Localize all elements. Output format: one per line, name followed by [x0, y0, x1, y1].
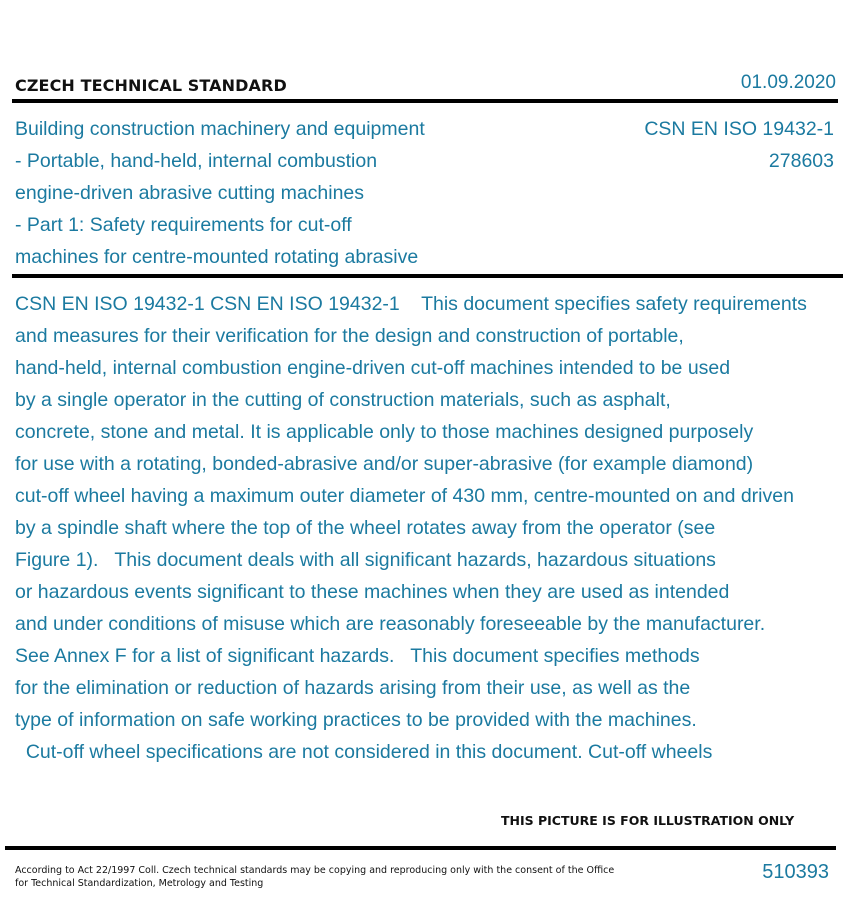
document-title-line: - Part 1: Safety requirements for cut-off: [15, 214, 352, 236]
abstract-line: type of information on safe working practices to be provided with the machines.: [15, 709, 697, 731]
header-rule: [12, 99, 838, 103]
abstract-line: Figure 1). This document deals with all significant hazards, hazardous situations: [15, 549, 716, 571]
abstract-line: for the elimination or reduction of hazards arising from their use, as well as the: [15, 677, 691, 699]
abstract-line: by a single operator in the cutting of construction materials, such as asphalt,: [15, 389, 671, 411]
footer-legal-line: According to Act 22/1997 Coll. Czech technical standards may be copying and reproducing only with the consent of the Office: [15, 865, 615, 876]
header-title: CZECH TECHNICAL STANDARD: [15, 76, 287, 95]
abstract-text: [15, 288, 865, 768]
abstract-line: and under conditions of misuse which are reasonably foreseeable by the manufacturer.: [15, 613, 766, 635]
abstract-line: for use with a rotating, bonded-abrasive and/or super-abrasive (for example diamond): [15, 453, 754, 475]
abstract-line: by a spindle shaft where the top of the wheel rotates away from the operator (see: [15, 517, 716, 539]
footer-rule: [5, 846, 836, 850]
header-date: 01.09.2020: [740, 72, 836, 93]
illustration-notice: THIS PICTURE IS FOR ILLUSTRATION ONLY: [501, 813, 795, 828]
classification-code: 278603: [768, 150, 834, 172]
abstract-line: hand-held, internal combustion engine-driven cut-off machines intended to be used: [15, 357, 731, 379]
document-title: [15, 113, 485, 273]
abstract-line: See Annex F for a list of significant hazards. This document specifies methods: [15, 645, 700, 667]
title-rule: [12, 274, 843, 278]
footer-legal-notice: [15, 864, 615, 890]
abstract-line: and measures for their verification for the design and construction of portable,: [15, 325, 684, 347]
document-title-line: machines for centre-mounted rotating abrasive: [15, 246, 419, 268]
abstract-line: cut-off wheel having a maximum outer diameter of 430 mm, centre-mounted on and driven: [15, 485, 794, 507]
document-title-line: - Portable, hand-held, internal combustion: [15, 150, 378, 172]
footer-code: 510393: [762, 861, 829, 883]
document-title-line: engine-driven abrasive cutting machines: [15, 182, 365, 204]
document-title-line: Building construction machinery and equipment: [15, 118, 425, 140]
abstract-line: CSN EN ISO 19432-1 CSN EN ISO 19432-1 This document specifies safety requirements: [15, 293, 807, 315]
document-codes: [644, 113, 834, 177]
abstract-line: or hazardous events significant to these machines when they are used as intended: [15, 581, 730, 603]
abstract-line: Cut-off wheel specifications are not considered in this document. Cut-off wheels: [15, 741, 713, 763]
abstract-line: concrete, stone and metal. It is applicable only to those machines designed purposely: [15, 421, 754, 443]
standard-number: CSN EN ISO 19432-1: [644, 118, 834, 140]
footer-legal-line: for Technical Standardization, Metrology and Testing: [15, 878, 264, 889]
